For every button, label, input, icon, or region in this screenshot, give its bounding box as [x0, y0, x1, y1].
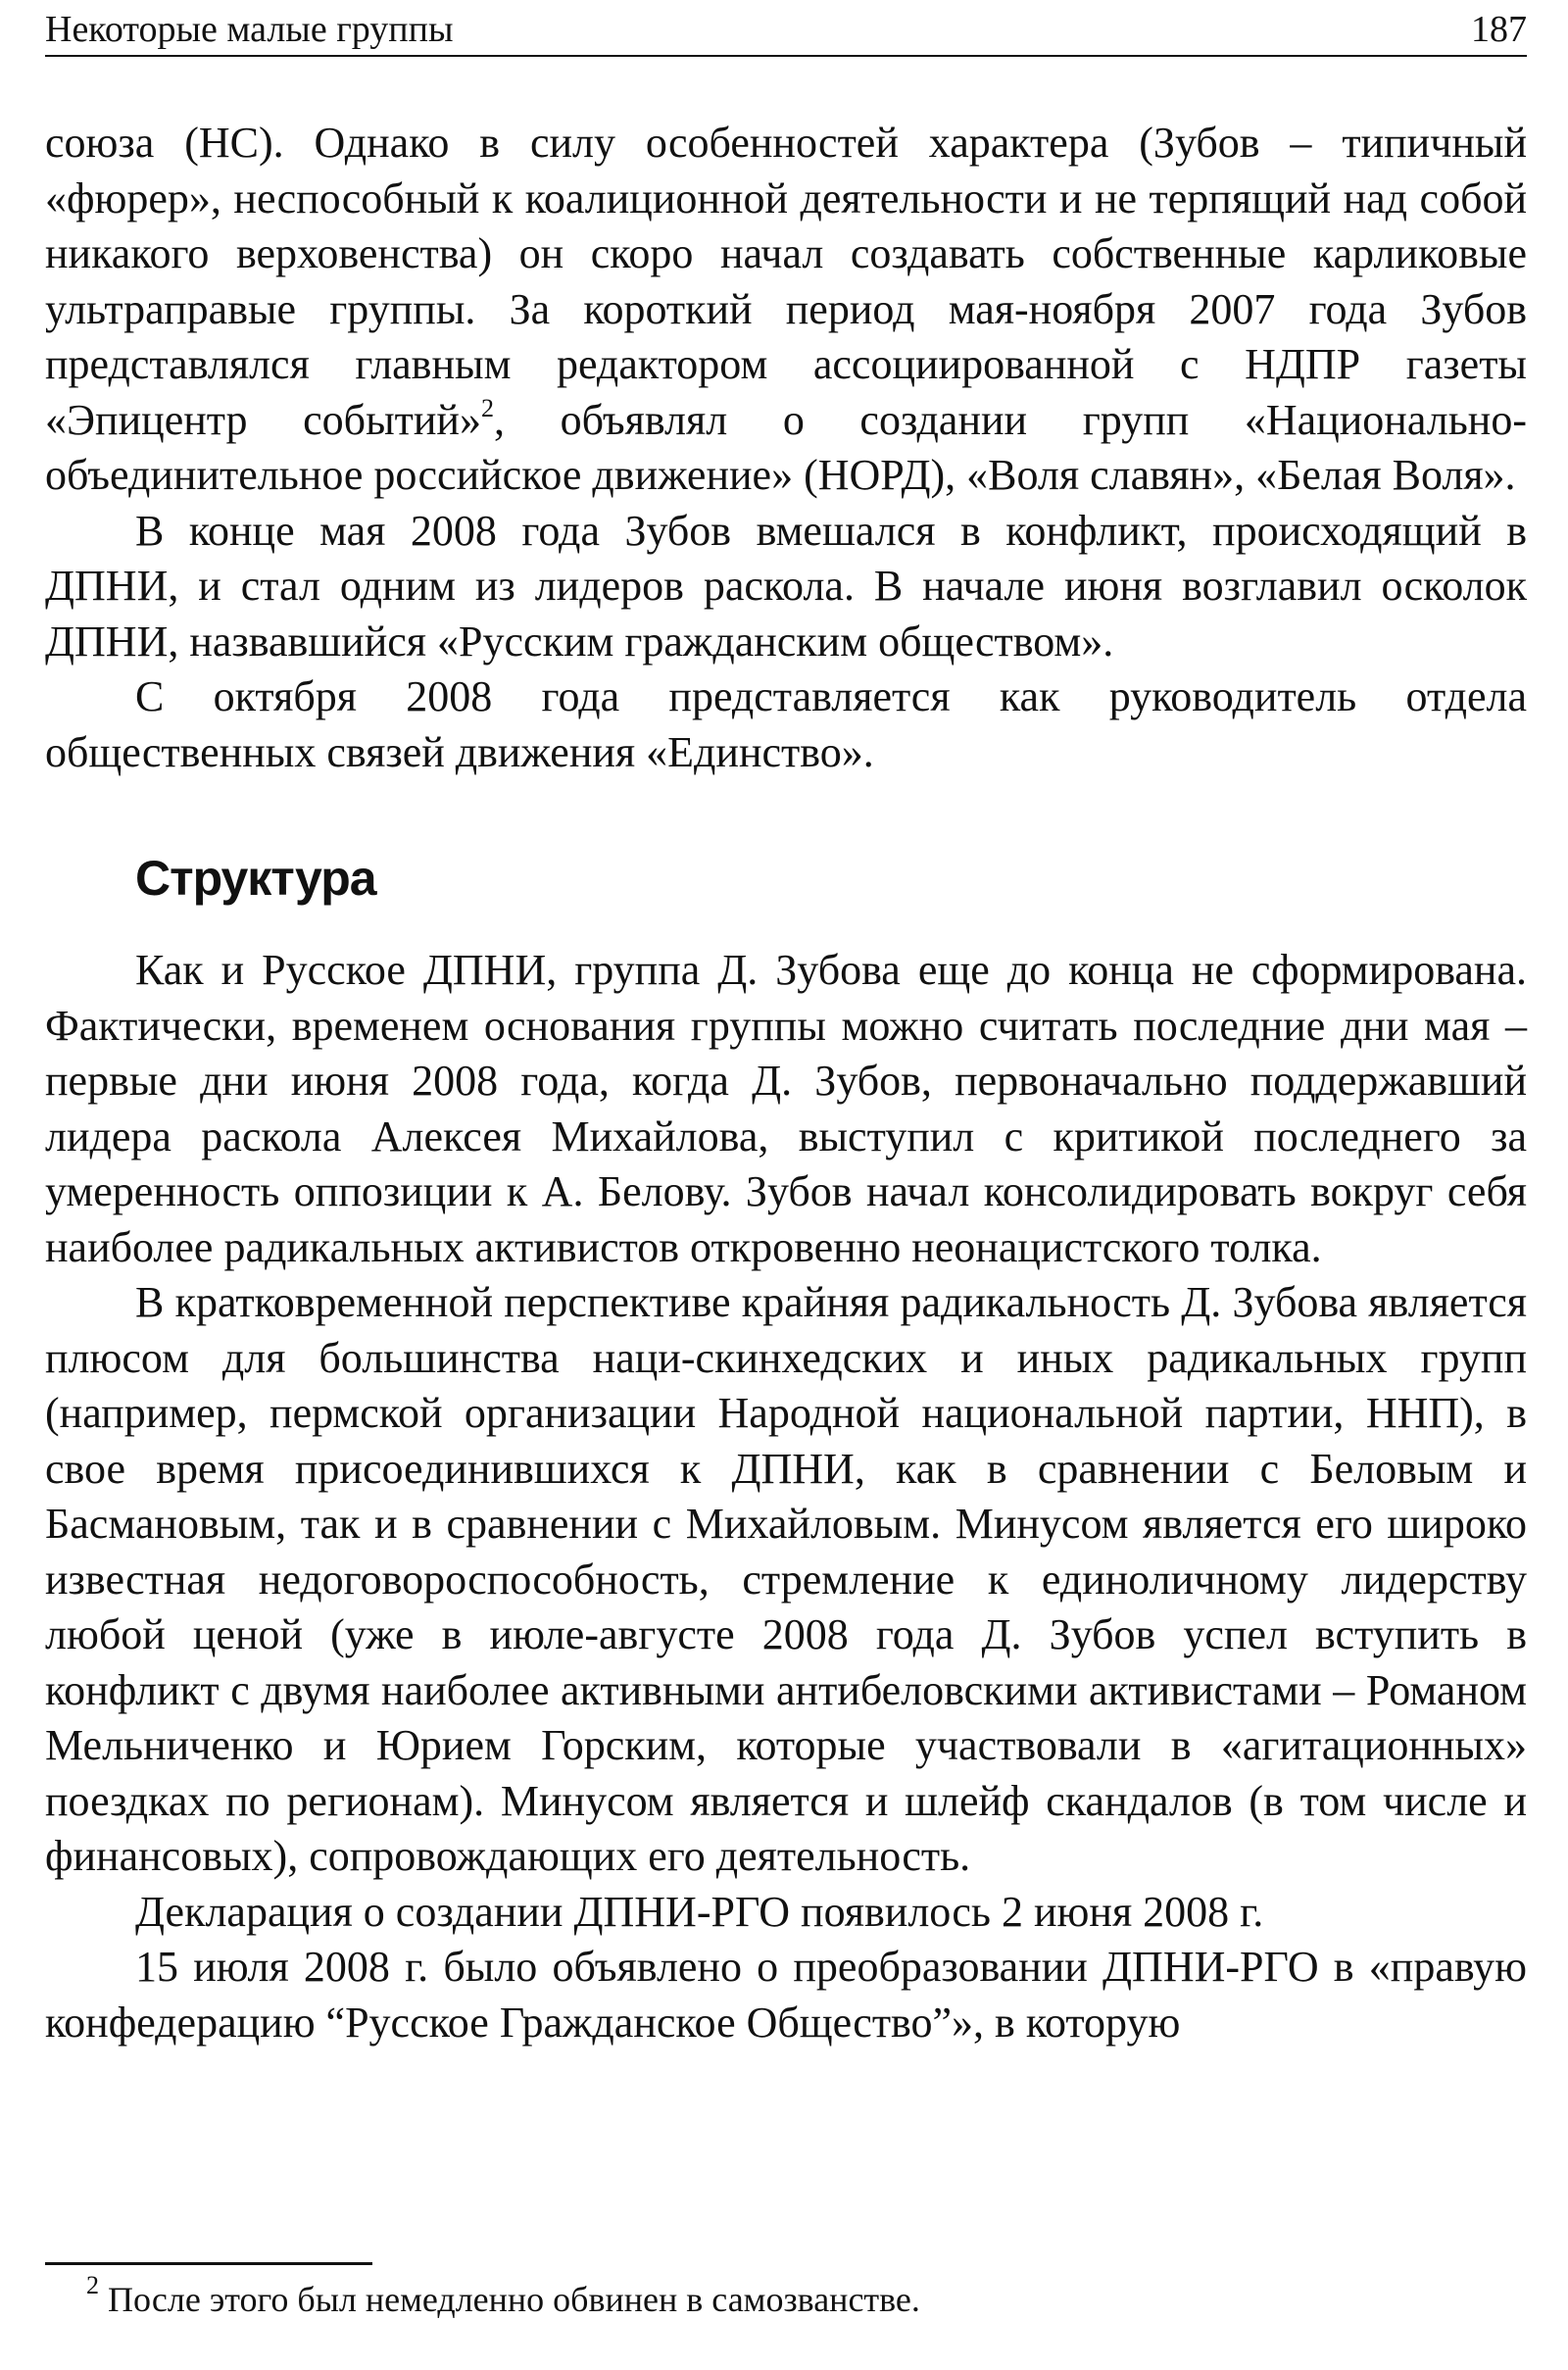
page-number: 187: [1471, 9, 1527, 50]
footnote-reference[interactable]: 2: [480, 393, 494, 422]
paragraph-text: союза (НС). Однако в силу особенностей характера (Зубов – типичный «фюрер», неспособный к коалиционной деятельности и не терпящий над собой никакого верховенства) он скоро начал создавать собственные карликовые ультраправые группы. За короткий период мая-ноября 2007 года Зубов представлялся главным редактором ассоциированной с НДПР газеты «Эпицентр событий»: [45, 119, 1527, 444]
running-header: [45, 4, 1527, 57]
paragraph: Декларация о создании ДПНИ-РГО появилось 2 июня 2008 г.: [135, 1887, 1264, 1936]
section-heading: Структура: [135, 851, 376, 906]
paragraph: [45, 116, 1527, 504]
footnote-text: После этого был немедленно обвинен в самозванстве.: [108, 2280, 920, 2319]
paragraph-text-continued: , объявлял о создании групп «Национально-объединительное российское движение» (НОРД), «Воля славян», «Белая Воля».: [45, 395, 1527, 499]
paragraph: С октября 2008 года представляется как руководитель отдела общественных связей движения «Единство».: [45, 672, 1527, 776]
paragraph: Как и Русское ДПНИ, группа Д. Зубова еще до конца не сформирована. Фактически, временем основания группы можно считать последние дни мая – первые дни июня 2008 года, когда Д. Зубов, первоначально поддержавший лидера раскола Алексея Михайлова, выступил с критикой последнего за умеренность оппозиции к А. Белову. Зубов начал консолидировать вокруг себя наиболее радикальных активистов откровенно неонацистского толка.: [45, 946, 1527, 1271]
chapter-title: Некоторые малые группы: [45, 9, 454, 50]
paragraph: В конце мая 2008 года Зубов вмешался в конфликт, происходящий в ДПНИ, и стал одним из лидеров раскола. В начале июня возглавил осколок ДПНИ, назвавшийся «Русским гражданским обществом».: [45, 506, 1527, 666]
footnote-mark: 2: [86, 2271, 99, 2299]
body-text: [45, 116, 1527, 2050]
paragraph: 15 июля 2008 г. было объявлено о преобразовании ДПНИ-РГО в «правую конфедерацию “Русское Гражданское Общество”», в которую: [45, 1943, 1527, 2047]
footnote-divider: [45, 2262, 372, 2265]
footnote: [86, 2271, 1527, 2323]
paragraph: В кратковременной перспективе крайняя радикальность Д. Зубова является плюсом для большинства наци-скинхедских и иных радикальных групп (например, пермской организации Народной национальной партии, ННП), в свое время присоединившихся к ДПНИ, как в сравнении с Беловым и Басмановым, так и в сравнении с Михайловым. Минусом является его широко известная недоговороспособность, стремление к единоличному лидерству любой ценой (уже в июле-августе 2008 года Д. Зубов успел вступить в конфликт с двумя наиболее активными антибеловскими активистами – Романом Мельниченко и Юрием Горским, которые участвовали в «агитационных» поездках по регионам). Минусом является и шлейф скандалов (в том числе и финансовых), сопровождающих его деятельность.: [45, 1278, 1527, 1880]
